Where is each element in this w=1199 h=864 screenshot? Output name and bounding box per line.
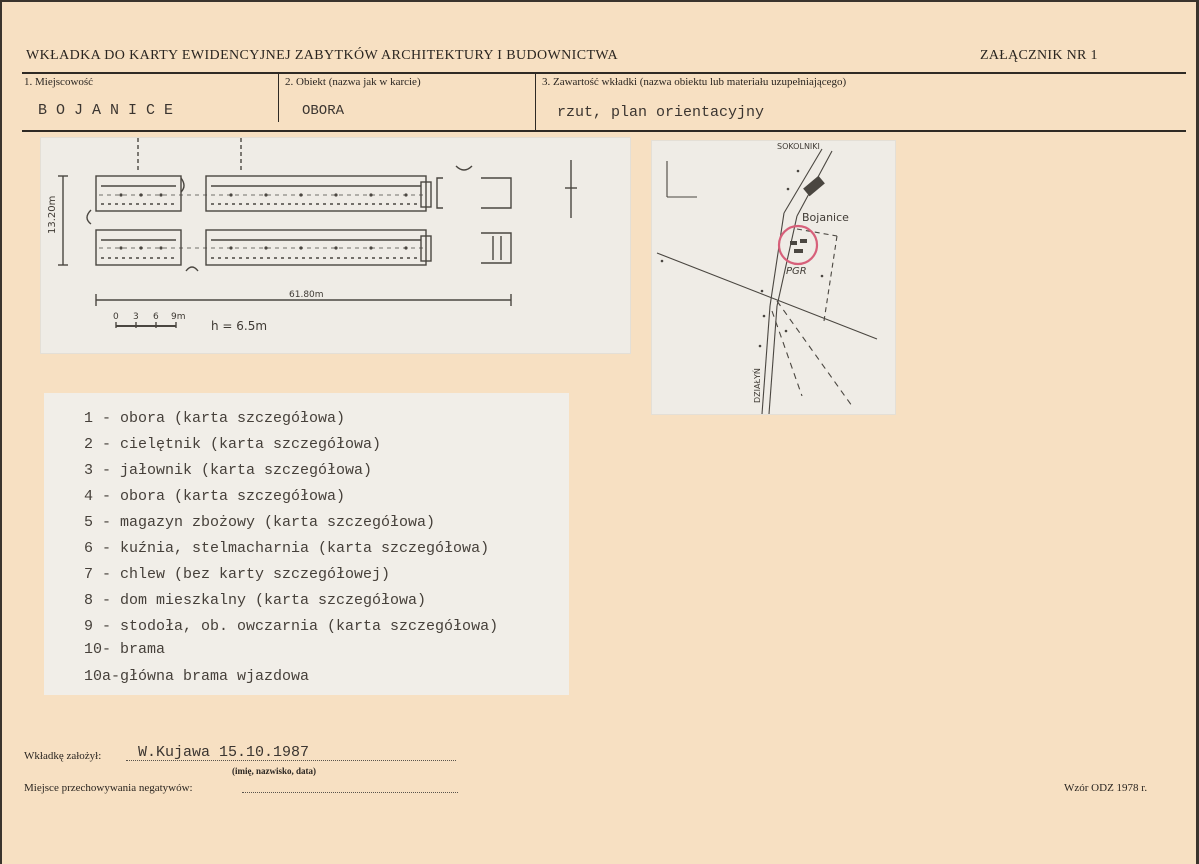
created-by-hint: (imię, nazwisko, data) — [232, 766, 316, 776]
map-label-farm: PGR — [786, 266, 807, 277]
scale-tick-2: 6 — [153, 312, 159, 322]
scale-tick-0: 0 — [113, 312, 119, 322]
legend-item: 5 - magazyn zbożowy (karta szczegółowa) — [84, 514, 436, 531]
legend-item: 6 - kuźnia, stelmacharnia (karta szczegółowa) — [84, 540, 490, 557]
scan-edge-top — [0, 0, 1199, 2]
created-by-line — [126, 760, 456, 761]
object-label: 2. Obiekt (nazwa jak w karcie) — [285, 76, 421, 88]
floor-plan-drawing — [41, 138, 630, 353]
negatives-location-label: Miejsce przechowywania negatywów: — [24, 782, 193, 794]
orientation-map-drawing — [652, 141, 895, 414]
plan-width-dimension: 13.20m — [47, 195, 58, 234]
annex-number: ZAŁĄCZNIK NR 1 — [980, 48, 1098, 63]
legend-item: 7 - chlew (bez karty szczegółowej) — [84, 566, 391, 583]
floor-plan-photo — [40, 137, 631, 354]
plan-height-note: h = 6.5m — [211, 319, 268, 333]
legend-item: 1 - obora (karta szczegółowa) — [84, 410, 346, 427]
negatives-location-line — [242, 792, 458, 793]
form-template-id: Wzór ODZ 1978 r. — [1064, 782, 1148, 794]
scan-edge-left — [0, 0, 2, 864]
locality-value: B O J A N I C E — [38, 102, 174, 119]
field-divider-2 — [535, 73, 536, 130]
field-divider-1 — [278, 73, 279, 122]
legend-item: 9 - stodoła, ob. owczarnia (karta szczegółowa) — [84, 618, 499, 635]
legend-item: 3 - jałownik (karta szczegółowa) — [84, 462, 373, 479]
document-title: WKŁADKA DO KARTY EWIDENCYJNEJ ZABYTKÓW ARCHITEKTURY I BUDOWNICTWA — [26, 48, 618, 63]
map-label-village: Bojanice — [802, 211, 849, 224]
contents-value: rzut, plan orientacyjny — [557, 104, 765, 121]
created-by-value: W.Kujawa 15.10.1987 — [138, 744, 310, 761]
locality-label: 1. Miejscowość — [24, 76, 94, 88]
orientation-map-photo — [651, 140, 896, 415]
map-label-bottom-road: DZIAŁYŃ — [753, 368, 762, 403]
legend-item: 10- brama — [84, 641, 166, 658]
legend-item: 8 - dom mieszkalny (karta szczegółowa) — [84, 592, 427, 609]
created-by-label: Wkładkę założył: — [24, 750, 102, 762]
scale-tick-3: 9m — [171, 312, 186, 322]
building-legend — [44, 393, 569, 695]
legend-item: 4 - obora (karta szczegółowa) — [84, 488, 346, 505]
legend-item: 10a-główna brama wjazdowa — [84, 668, 310, 685]
legend-item: 2 - cielętnik (karta szczegółowa) — [84, 436, 382, 453]
header-rule-top — [22, 72, 1186, 74]
scale-tick-1: 3 — [133, 312, 139, 322]
plan-length-dimension: 61.80m — [289, 290, 324, 300]
map-label-top-road: SOKOLNIKI — [777, 142, 820, 151]
object-value: OBORA — [302, 103, 345, 119]
contents-label: 3. Zawartość wkładki (nazwa obiektu lub materiału uzupełniającego) — [542, 76, 847, 88]
header-rule-bottom — [22, 130, 1186, 132]
